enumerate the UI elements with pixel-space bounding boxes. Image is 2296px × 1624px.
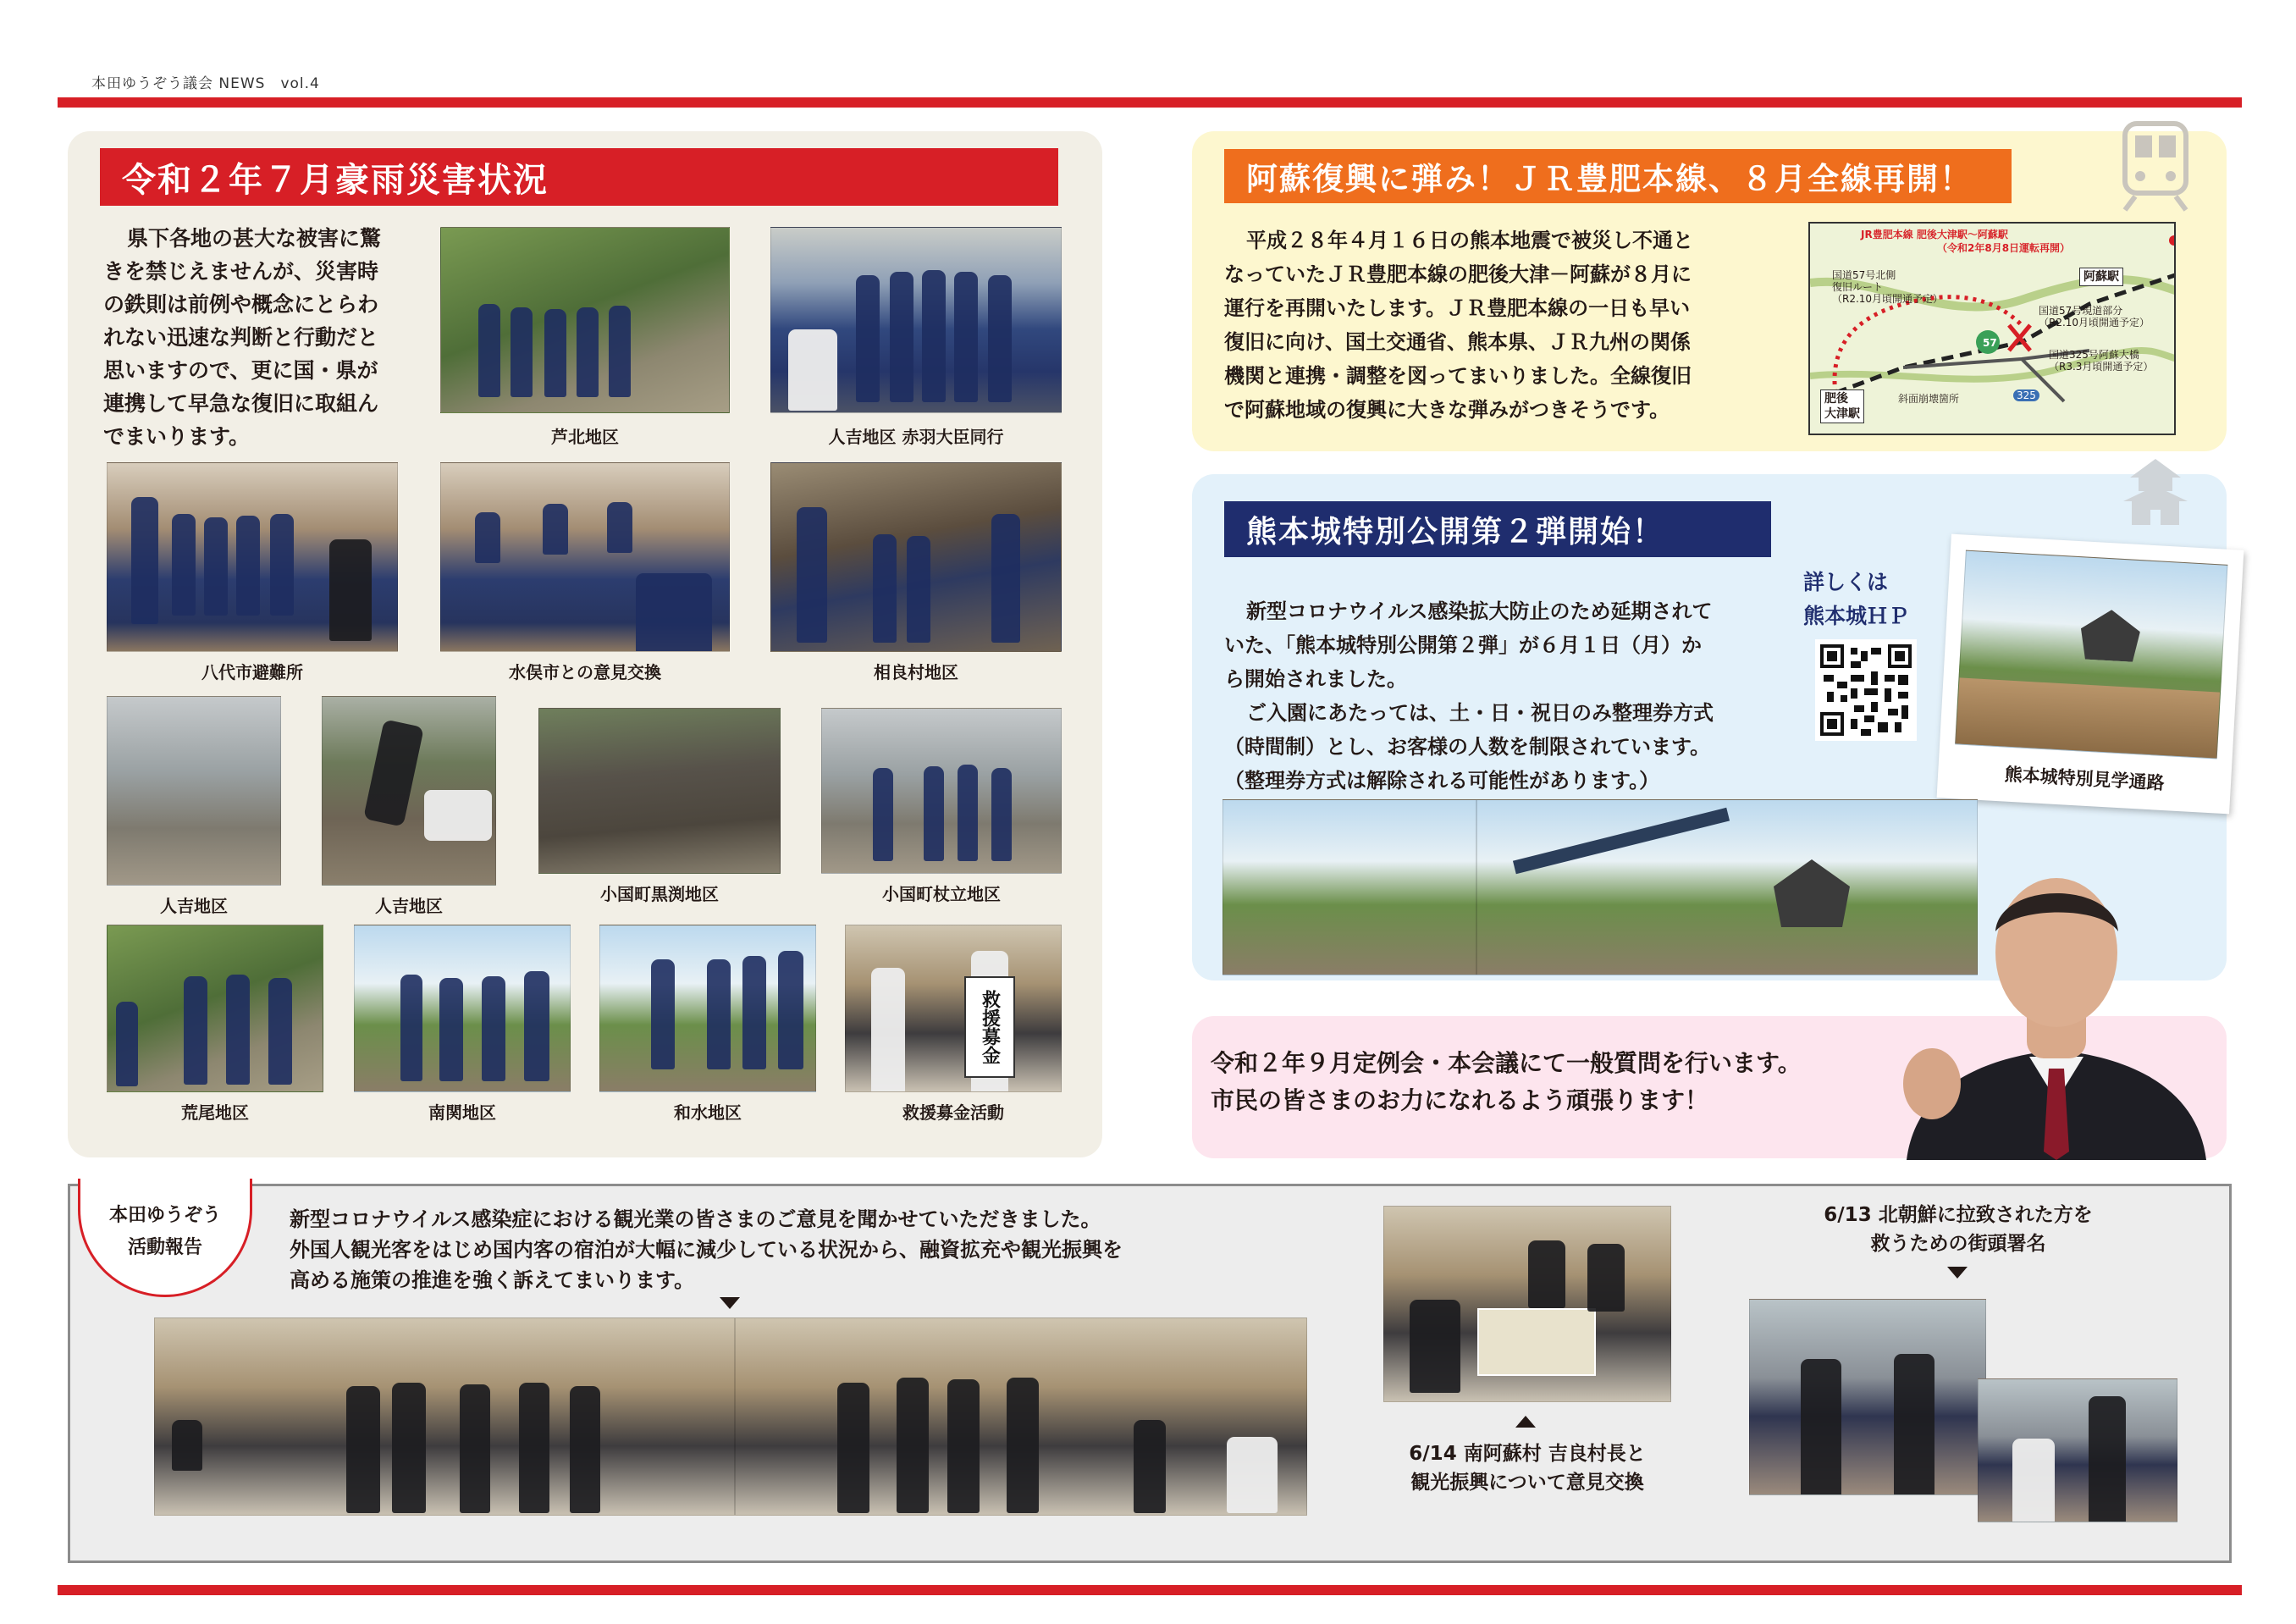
street-campaign-caption bbox=[1751, 1201, 2166, 1258]
photo-caption: 水俣市との意見交換 bbox=[509, 662, 661, 682]
aso-text-line: 運行を再開いたします。ＪＲ豊肥本線の一日も早い bbox=[1224, 296, 1691, 320]
photo-caption: 相良村地区 bbox=[874, 662, 958, 682]
photo-hitoyoshi-car bbox=[322, 696, 496, 886]
map-title-line1: JR豊肥本線 肥後大津駅～阿蘇駅 bbox=[1861, 229, 2008, 240]
map-landslide: 斜面崩壊箇所 bbox=[1898, 393, 1960, 405]
map-route57-current: 国道57号現道部分 （R2.10月頃開通予定） bbox=[2039, 305, 2150, 329]
photo-caption: 人吉地区 赤羽大臣同行 bbox=[828, 427, 1004, 447]
flood-text-line: 連携して早急な復旧に取組ん bbox=[103, 391, 379, 416]
castle-details-label bbox=[1803, 566, 1909, 633]
polaroid-caption: 熊本城特別見学通路 bbox=[2004, 764, 2166, 794]
flood-text bbox=[103, 222, 381, 453]
photo-nagomi bbox=[599, 925, 816, 1092]
castle-text-line: ら開始されました。 bbox=[1224, 667, 1407, 691]
activity-text bbox=[290, 1204, 1123, 1295]
flood-text-line: 思いますので、更に国・県が bbox=[103, 358, 378, 383]
aso-text-line: 機関と連携・調整を図ってまいりました。全線復旧 bbox=[1224, 364, 1692, 388]
flood-text-line: きを禁じえませんが、災害時 bbox=[103, 259, 379, 284]
photo-nankan bbox=[354, 925, 571, 1092]
activity-text-line: 新型コロナウイルス感染症における観光業の皆さまのご意見を聞かせていただきました。 bbox=[290, 1207, 1101, 1231]
photo-oguni-tsuetate bbox=[821, 708, 1062, 874]
caption-line: 6/14 南阿蘇村 吉良村長と bbox=[1409, 1443, 1646, 1465]
castle-text-line: ご入園にあたっては、土・日・祝日のみ整理券方式 bbox=[1246, 701, 1714, 725]
tourism-meeting-photo-1 bbox=[154, 1317, 735, 1516]
castle-walls-photo bbox=[1223, 799, 1476, 975]
aso-text bbox=[1224, 224, 1693, 427]
photo-caption: 人吉地区 bbox=[375, 896, 443, 916]
flood-text-line: でまいります。 bbox=[103, 424, 251, 449]
arrow-down-icon bbox=[1947, 1267, 1968, 1279]
flood-text-line: の鉄則は前例や概念にとらわ bbox=[103, 292, 379, 317]
photo-caption: 南関地区 bbox=[428, 1102, 496, 1123]
photo-ashikita bbox=[440, 227, 730, 413]
map-road325: 325 bbox=[2013, 389, 2039, 401]
activity-text-line: 外国人観光客をはじめ国内客の宿泊が大幅に減少している状況から、融資拡充や観光振興を bbox=[290, 1238, 1123, 1262]
photo-caption: 救援募金活動 bbox=[902, 1102, 1004, 1123]
photo-hitoyoshi-minister bbox=[770, 227, 1062, 413]
flood-title: 令和２年７月豪雨災害状況 bbox=[100, 148, 1058, 206]
castle-text-line: （時間制）とし、お客様の人数を制限されています。 bbox=[1224, 735, 1711, 759]
map-route325: 国道325号阿蘇大橋 （R3.3月頃開通予定） bbox=[2049, 349, 2154, 373]
caption-line: 観光振興について意見交換 bbox=[1410, 1472, 1644, 1494]
caption-line: 6/13 北朝鮮に拉致された方を bbox=[1824, 1204, 2093, 1226]
photo-caption: 芦北地区 bbox=[551, 427, 619, 447]
arrow-up-icon bbox=[1515, 1416, 1536, 1428]
map-road57: 57 bbox=[1983, 337, 1997, 349]
aso-text-line: なっていたＪＲ豊肥本線の肥後大津－阿蘇が８月に bbox=[1224, 262, 1692, 286]
castle-title: 熊本城特別公開第２弾開始！ bbox=[1224, 501, 1771, 557]
announcement-line: 市民の皆さまのお力になれるよう頑張ります！ bbox=[1211, 1086, 1709, 1114]
announcement-text bbox=[1211, 1045, 1802, 1119]
photo-arao bbox=[107, 925, 323, 1092]
aso-text-line: 平成２８年４月１６日の熊本地震で被災し不通と bbox=[1246, 229, 1693, 252]
castle-text-line: 新型コロナウイルス感染拡大防止のため延期されて bbox=[1246, 599, 1713, 623]
castle-text-line: いた、「熊本城特別公開第２弾」が６月１日（月）か bbox=[1224, 633, 1702, 657]
castle-polaroid bbox=[1937, 534, 2244, 815]
photo-oguni-kurobuchi bbox=[538, 708, 781, 874]
top-divider bbox=[58, 97, 2242, 108]
tourism-meeting-photo-2 bbox=[735, 1317, 1307, 1516]
photo-caption: 八代市避難所 bbox=[201, 662, 303, 682]
details-line: 熊本城ＨＰ bbox=[1803, 604, 1910, 628]
street-campaign-photo-2 bbox=[1978, 1378, 2177, 1522]
map-aso-station: 阿蘇駅 bbox=[2079, 268, 2123, 286]
village-head-caption bbox=[1383, 1439, 1671, 1497]
castle-walkway-photo bbox=[1955, 550, 2227, 760]
flood-text-line: 県下各地の甚大な被害に驚 bbox=[127, 226, 382, 251]
caption-line: 救うための街頭署名 bbox=[1870, 1233, 2046, 1255]
castle-text bbox=[1224, 594, 1714, 798]
fundraising-sign: 救援募金 bbox=[964, 976, 1015, 1078]
railway-map bbox=[1808, 222, 2176, 435]
photo-caption: 和水地区 bbox=[674, 1102, 742, 1123]
map-higo-station: 肥後 大津駅 bbox=[1820, 389, 1864, 423]
aso-title: 阿蘇復興に弾み！ＪＲ豊肥本線、８月全線再開！ bbox=[1224, 149, 2012, 203]
photo-caption: 小国町黒渕地区 bbox=[600, 884, 719, 904]
street-campaign-photo-1 bbox=[1749, 1299, 1986, 1495]
flood-text-line: れない迅速な判断と行動だと bbox=[103, 325, 379, 350]
bottom-divider bbox=[58, 1585, 2242, 1595]
aso-text-line: 復旧に向け、国土交通省、熊本県、ＪＲ九州の関係 bbox=[1224, 330, 1692, 354]
photo-hitoyoshi-street bbox=[107, 696, 281, 886]
map-title-line2: （令和2年8月8日運転再開） bbox=[1937, 242, 2071, 254]
train-icon bbox=[2117, 119, 2194, 212]
photo-caption: 小国町杖立地区 bbox=[882, 884, 1001, 904]
village-head-meeting-photo bbox=[1383, 1206, 1671, 1402]
map-route57-north: 国道57号北側 復旧ルート （R2.10月頃開通予定） bbox=[1832, 269, 1944, 305]
activity-text-line: 高める施策の推進を強く訴えてまいります。 bbox=[290, 1268, 695, 1292]
qr-code[interactable] bbox=[1815, 639, 1917, 741]
photo-sagara bbox=[770, 462, 1062, 652]
badge-line: 本田ゆうぞう bbox=[108, 1205, 221, 1226]
photo-caption: 荒尾地区 bbox=[181, 1102, 249, 1123]
arrow-down-icon bbox=[720, 1297, 740, 1309]
photo-minamata-meeting bbox=[440, 462, 730, 652]
announcement-line: 令和２年９月定例会・本会議にて一般質問を行います。 bbox=[1211, 1049, 1802, 1077]
photo-fundraising bbox=[845, 925, 1062, 1092]
photo-caption: 人吉地区 bbox=[160, 896, 228, 916]
newsletter-header: 本田ゆうぞう議会 NEWS vol.4 bbox=[91, 75, 320, 92]
aso-text-line: で阿蘇地域の復興に大きな弾みがつきそうです。 bbox=[1224, 398, 1670, 422]
badge-line: 活動報告 bbox=[127, 1237, 202, 1258]
castle-icon bbox=[2113, 449, 2198, 533]
portrait bbox=[1881, 847, 2232, 1160]
photo-yatsushiro-shelter bbox=[107, 462, 398, 652]
details-line: 詳しくは bbox=[1803, 570, 1889, 594]
castle-text-line: （整理券方式は解除される可能性があります。） bbox=[1224, 769, 1660, 793]
